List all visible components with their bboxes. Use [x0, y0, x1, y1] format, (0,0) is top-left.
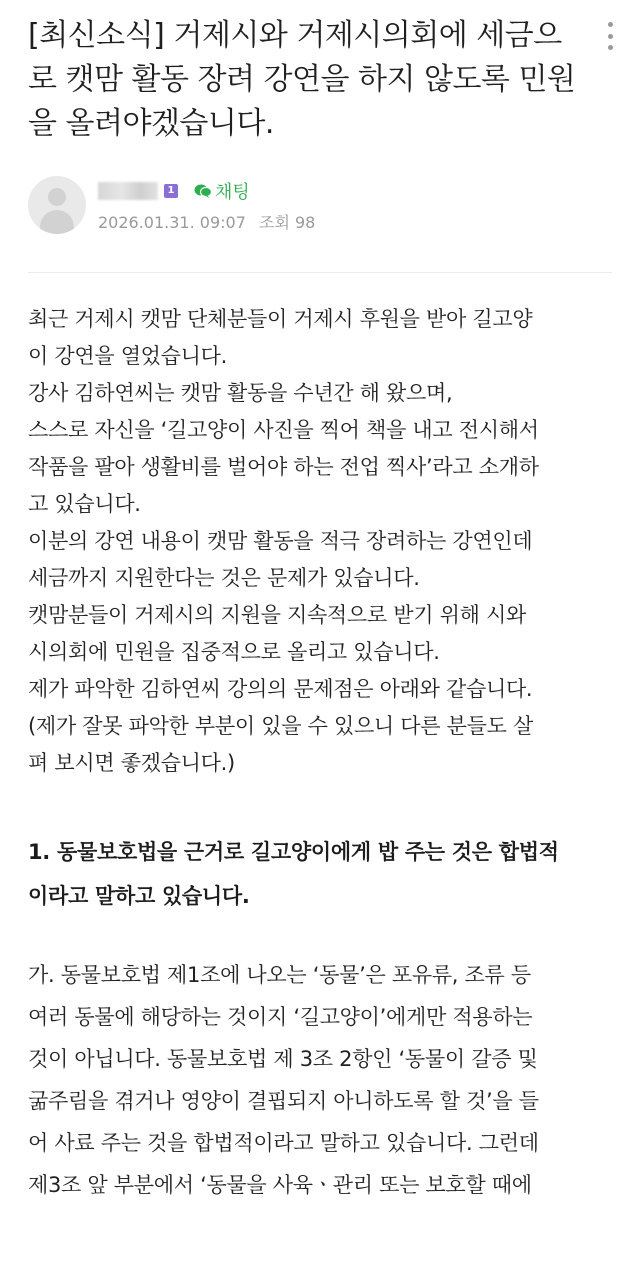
- dot: [608, 34, 613, 39]
- chat-label: 채팅: [215, 182, 250, 203]
- more-vertical-icon[interactable]: [606, 22, 614, 50]
- section-line: 제3조 앞 부분에서 ‘동물을 사육ㆍ관리 또는 보호할 때에: [28, 1173, 532, 1197]
- section-line: 여러 동물에 해당하는 것이지 ‘길고양이’에게만 적용하는: [28, 1005, 533, 1029]
- body-line: 세금까지 지원한다는 것은 문제가 있습니다.: [28, 566, 420, 590]
- section-paragraph: [28, 954, 620, 1206]
- view-count: 조회 98: [258, 213, 316, 232]
- author-info: [28, 176, 640, 242]
- chat-button[interactable]: [194, 178, 250, 204]
- chat-bubble-icon: [194, 183, 212, 199]
- section-line: 어 사료 주는 것을 합법적이라고 말하고 있습니다. 그런데: [28, 1131, 539, 1155]
- body-line: 스스로 자신을 ‘길고양이 사진을 찍어 책을 내고 전시해서: [28, 418, 539, 442]
- post-header: [0, 0, 640, 146]
- avatar-head: [48, 188, 66, 206]
- body-line: 펴 보시면 좋겠습니다.): [28, 751, 235, 775]
- post-meta: [98, 210, 315, 233]
- heading-line: 1. 동물보호법을 근거로 길고양이에게 밥 주는 것은 합법적: [28, 840, 559, 864]
- author-line: [98, 178, 250, 204]
- heading-line: 이라고 말하고 있습니다.: [28, 884, 250, 908]
- avatar-body: [40, 210, 74, 234]
- section-line: 가. 동물보호법 제1조에 나오는 ‘동물’은 포유류, 조류 등: [28, 963, 531, 987]
- body-line: 이분의 강연 내용이 캣맘 활동을 적극 장려하는 강연인데: [28, 529, 533, 553]
- body-line: 캣맘분들이 거제시의 지원을 지속적으로 받기 위해 시와: [28, 603, 526, 627]
- avatar[interactable]: [28, 176, 86, 234]
- post-title: [최신소식] 거제시와 거제시의회에 세금으로 캣맘 활동 장려 강연을 하지 않도록 민원을 올려야겠습니다.: [28, 18, 576, 141]
- level-badge: 1: [164, 184, 178, 198]
- body-line: 제가 파악한 김하연씨 강의의 문제점은 아래와 같습니다.: [28, 677, 533, 701]
- body-line: 강사 김하연씨는 캣맘 활동을 수년간 해 왔으며,: [28, 381, 453, 405]
- dot: [608, 22, 613, 27]
- section-line: 굶주림을 겪거나 영양이 결핍되지 아니하도록 할 것’을 들: [28, 1089, 539, 1113]
- body-line: (제가 잘못 파악한 부분이 있을 수 있으니 다른 분들도 살: [28, 714, 533, 738]
- dot: [608, 45, 613, 50]
- body-line: 시의회에 민원을 집중적으로 올리고 있습니다.: [28, 640, 440, 664]
- author-name-blurred[interactable]: [98, 182, 158, 200]
- intro-paragraph: [28, 301, 620, 782]
- section-line: 것이 아닙니다. 동물보호법 제 3조 2항인 ‘동물이 갈증 및: [28, 1047, 538, 1071]
- body-line: 최근 거제시 캣맘 단체분들이 거제시 후원을 받아 길고양: [28, 307, 533, 331]
- post-date: 2026.01.31. 09:07: [98, 213, 246, 232]
- article-body: [0, 273, 640, 1206]
- body-line: 이 강연을 열었습니다.: [28, 344, 227, 368]
- body-line: 작품을 팔아 생활비를 벌어야 하는 전업 찍사’라고 소개하: [28, 455, 539, 479]
- body-line: 고 있습니다.: [28, 492, 141, 516]
- section-heading: [28, 830, 620, 918]
